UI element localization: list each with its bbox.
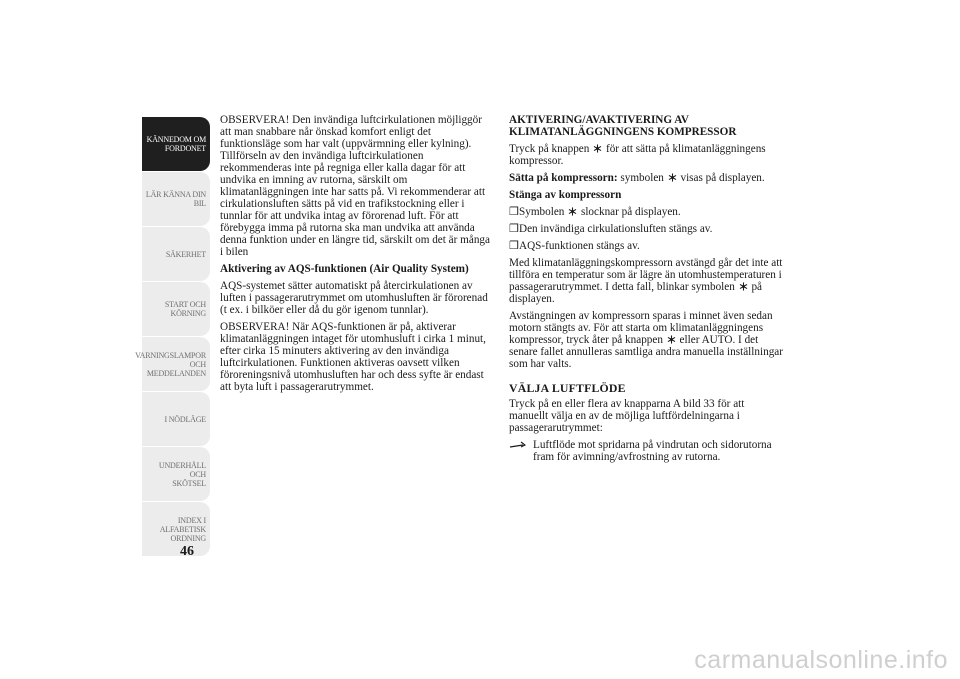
windscreen-airflow-icon	[509, 439, 533, 463]
text-part: för att sätta på klimatanläggningens kompressor.	[509, 143, 766, 167]
text-part: på displayen.	[509, 281, 763, 305]
tab-label: VARNINGSLAMPOR OCH MEDDELANDEN	[135, 350, 206, 378]
checkbox-bullet-icon: ❒	[509, 206, 519, 218]
tab-start-och-korning[interactable]	[142, 282, 210, 336]
list-item-text: Luftflöde mot spridarna på vindrutan och sidorutorna fram för avimning/avfrostning av rutorna.	[533, 439, 772, 463]
ac-snowflake-icon	[667, 335, 676, 344]
compressor-on-label: Sätta på kompressorn:	[509, 172, 618, 184]
list-item-text: AQS-funktionen stängs av.	[519, 240, 640, 252]
tab-label: KÄNNEDOM OM FORDONET	[146, 135, 206, 153]
ac-snowflake-icon	[593, 144, 602, 153]
compressor-on-text	[509, 172, 784, 184]
text-part: eller AUTO. I det senare fallet annulleras samtliga andra manuella inställningar som har valts.	[509, 334, 783, 370]
tab-label: INDEX I ALFABETISK ORDNING	[159, 515, 206, 543]
list-item-text	[519, 206, 784, 218]
note-recirculation: OBSERVERA! Den invändiga luftcirkulationen möjliggör att man snabbare når önskad komfort enligt det funktionsläge som har valt (uppvärmning eller kylning). Tillförseln av den invändiga luftcirkulationen rekommenderas inte på regniga eller kalla dagar för att undvika en imning av rutorna, särskilt om klimatanläggningen inte har satts på. Vi rekommenderar att cirkulationsluften sätts på vid en trafikstockning eller i tunnlar för att undvika intag av förorenad luft. För att förebygga imma på rutorna ska man undvika att använda denna funktion under en längre tid, särskilt om det är många i bilen	[220, 114, 490, 258]
tab-label: LÄR KÄNNA DIN BIL	[145, 190, 206, 208]
aqs-heading: Aktivering av AQS-funktionen (Air Quality System)	[220, 263, 469, 275]
tab-kannedom-om-fordonet[interactable]	[142, 117, 210, 171]
list-item	[509, 223, 784, 235]
aqs-text: AQS-systemet sätter automatiskt på återcirkulationen av luften i passagerarutrymmet om utomhusluften är förorenad (t ex. i bilköer eller då du gör igenom tunnlar).	[220, 280, 488, 316]
text-part: Avstängningen av kompressorn sparas i minnet även sedan motorn stängts av. För att starta om klimatanläggningens kompressor, tryck åter på knappen	[509, 310, 773, 346]
tab-underhall-och-skotsel[interactable]	[142, 447, 210, 501]
ac-snowflake-icon	[568, 207, 577, 216]
note-aqs: OBSERVERA! När AQS-funktionen är på, aktiverar klimatanläggningen intaget för utomhusluft i cirka 1 minut, efter cirka 15 minuters aktivering av den invändiga luftcirkulationen. Funktionen aktiveras oavsett vilken föroreningsnivå utomhusluften har och dess syfte är endast att byta luft i passagerarutrymmet.	[220, 321, 486, 393]
compressor-off-heading: Stänga av kompressorn	[509, 189, 622, 201]
list-item	[509, 439, 784, 463]
left-column	[220, 114, 492, 398]
compressor-press-text	[509, 143, 784, 167]
airflow-title: VÄLJA LUFTFLÖDE	[509, 381, 626, 395]
compressor-title: AKTIVERING/AVAKTIVERING AV KLIMATANLÄGGNINGENS KOMPRESSOR	[509, 114, 737, 138]
list-item	[509, 206, 784, 218]
tab-lar-kanna-din-bil[interactable]	[142, 172, 210, 226]
text-part: symbolen	[620, 172, 664, 184]
compressor-info-text	[509, 257, 784, 305]
checkbox-bullet-icon: ❒	[509, 223, 519, 235]
tab-label: SÄKERHET	[165, 249, 206, 259]
list-item-text: Den invändiga cirkulationsluften stängs av.	[519, 223, 713, 235]
watermark: carmanualsonline.info	[694, 646, 948, 674]
tab-label: I NÖDLÄGE	[164, 414, 206, 424]
list-item	[509, 240, 784, 252]
text-part: Tryck på knappen	[509, 143, 590, 155]
text-part: Symbolen	[519, 206, 565, 218]
tab-label: UNDERHÅLL OCH SKÖTSEL	[158, 460, 206, 488]
text-part: slocknar på displayen.	[580, 206, 681, 218]
tab-i-nodlage[interactable]	[142, 392, 210, 446]
page-number: 46	[180, 544, 194, 559]
tab-index[interactable]	[142, 502, 210, 556]
ac-snowflake-icon	[668, 173, 677, 182]
tab-varningslampor[interactable]	[135, 337, 210, 391]
tab-label: START OCH KÖRNING	[164, 300, 206, 318]
airflow-text: Tryck på en eller flera av knapparna A bild 33 för att manuellt välja en av de möjliga luftfördelningarna i passagerarutrymmet:	[509, 398, 745, 434]
text-part: visas på displayen.	[680, 172, 765, 184]
right-column	[509, 114, 784, 463]
tab-sakerhet[interactable]	[142, 227, 210, 281]
compressor-memory-text	[509, 310, 784, 370]
ac-snowflake-icon	[739, 282, 748, 291]
checkbox-bullet-icon: ❒	[509, 240, 519, 252]
text-part: Med klimatanläggningskompressorn avstängd går det inte att tillföra en temperatur som är lägre än utomhustemperaturen i passagerarutrymmet. I detta fall, blinkar symbolen	[509, 257, 783, 293]
